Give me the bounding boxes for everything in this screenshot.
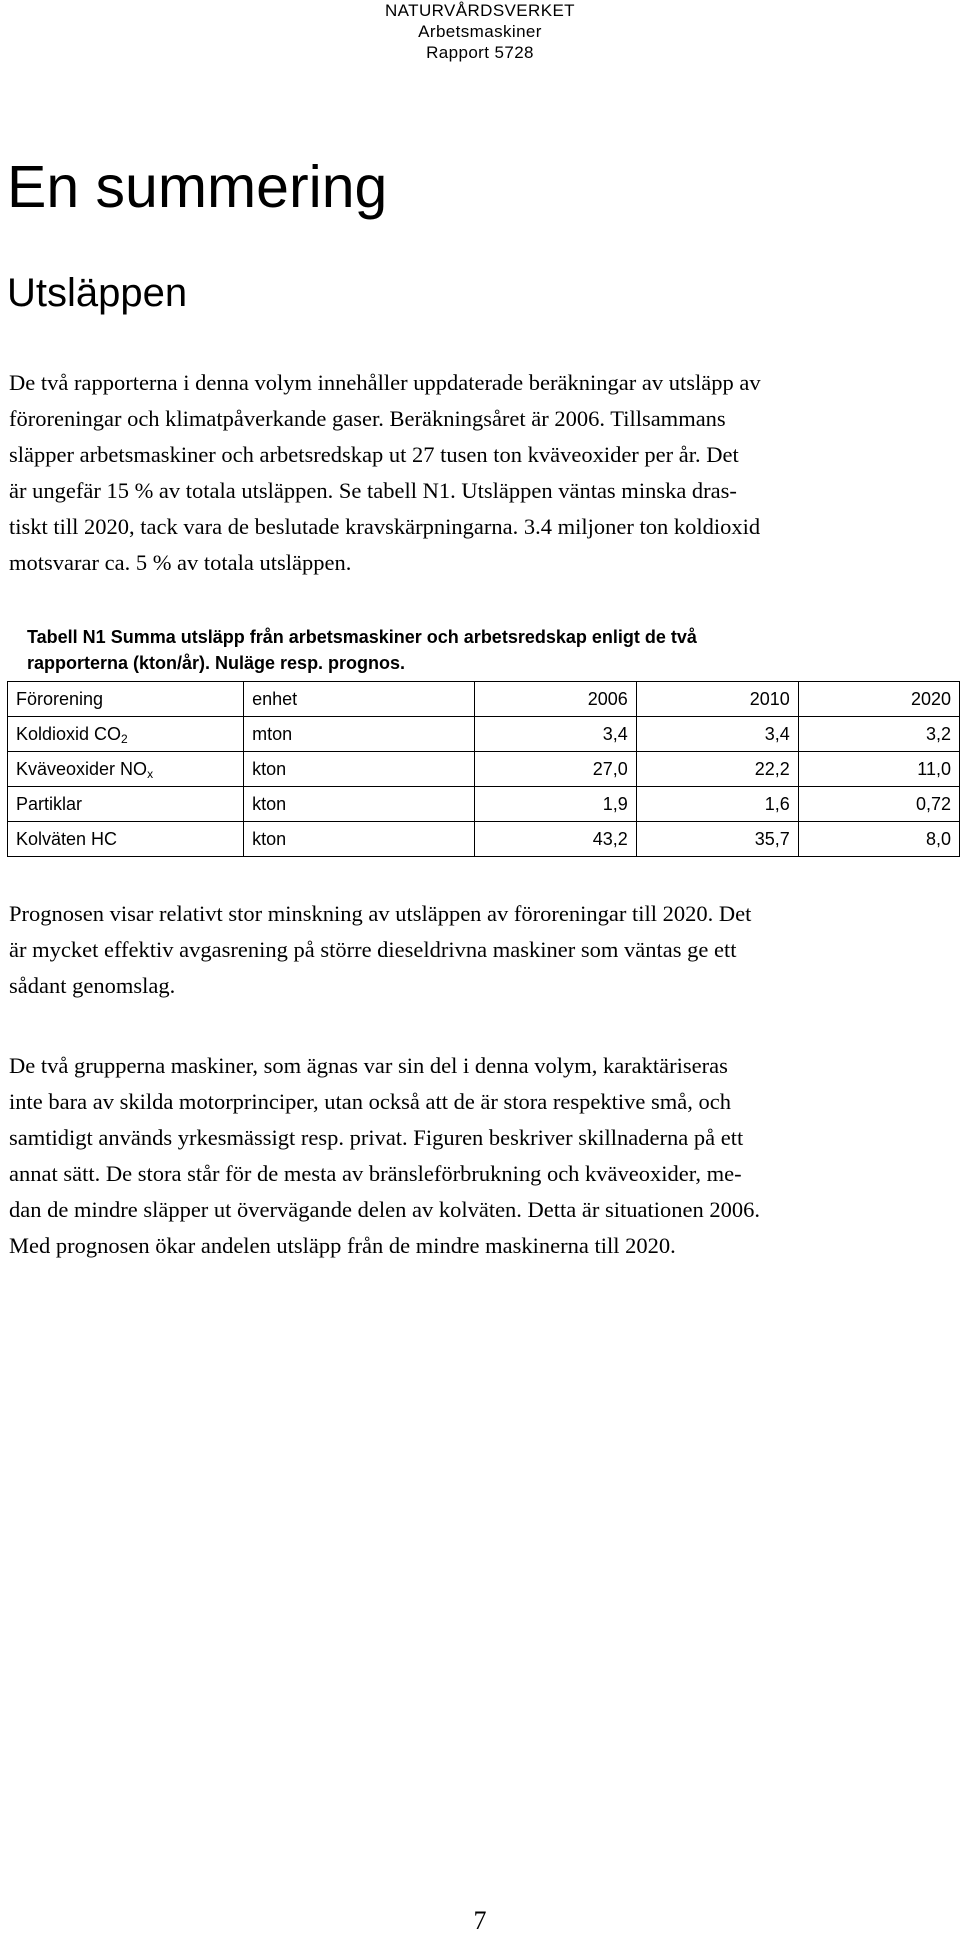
table-header-cell: 2010 <box>636 682 798 717</box>
header-subject: Arbetsmaskiner <box>418 22 542 41</box>
emissions-table <box>7 681 960 857</box>
unit-cell: kton <box>244 752 475 787</box>
table-header-row <box>8 682 960 717</box>
paragraph-line: De två rapporterna i denna volym innehåller uppdaterade beräkningar av utsläpp av <box>9 370 761 395</box>
pollutant-subscript: x <box>147 767 154 781</box>
table-header-cell: 2006 <box>474 682 636 717</box>
pollutant-cell: Kolväten HC <box>8 822 244 857</box>
value-cell-2010: 35,7 <box>636 822 798 857</box>
header-org: NATURVÅRDSVERKET <box>385 1 575 20</box>
table-row <box>8 787 960 822</box>
pollutant-name: Koldioxid CO <box>16 724 122 744</box>
value-cell-2006: 27,0 <box>474 752 636 787</box>
unit-cell: mton <box>244 717 475 752</box>
table-row <box>8 717 960 752</box>
table-header-cell: enhet <box>244 682 475 717</box>
caption-line: Tabell N1 Summa utsläpp från arbetsmaskiner och arbetsredskap enligt de två <box>27 627 697 647</box>
paragraph-line: Med prognosen ökar andelen utsläpp från de mindre maskinerna till 2020. <box>9 1233 676 1258</box>
paragraph-line: föroreningar och klimatpåverkande gaser. Beräkningsåret är 2006. Tillsammans <box>9 406 726 431</box>
section-title: Utsläppen <box>7 271 188 315</box>
paragraph-prognosis <box>9 896 954 1004</box>
value-cell-2020: 3,2 <box>798 717 959 752</box>
value-cell-2020: 8,0 <box>798 822 959 857</box>
value-cell-2006: 1,9 <box>474 787 636 822</box>
paragraph-line: inte bara av skilda motorprinciper, utan också att de är stora respektive små, och <box>9 1089 731 1114</box>
page-title: En summering <box>7 154 388 220</box>
paragraph-line: är mycket effektiv avgasrening på större dieseldrivna maskiner som väntas ge ett <box>9 937 737 962</box>
table-caption <box>27 624 927 676</box>
paragraph-line: annat sätt. De stora står för de mesta av bränsleförbrukning och kväveoxider, me- <box>9 1161 742 1186</box>
unit-cell: kton <box>244 787 475 822</box>
pollutant-cell: Partiklar <box>8 787 244 822</box>
table-row <box>8 822 960 857</box>
paragraph-emissions <box>9 365 954 581</box>
paragraph-line: dan de mindre släpper ut övervägande delen av kolväten. Detta är situationen 2006. <box>9 1197 760 1222</box>
value-cell-2020: 0,72 <box>798 787 959 822</box>
paragraph-line: sådant genomslag. <box>9 973 176 998</box>
paragraph-line: motsvarar ca. 5 % av totala utsläppen. <box>9 550 352 575</box>
paragraph-machine-groups <box>9 1048 954 1264</box>
value-cell-2006: 3,4 <box>474 717 636 752</box>
value-cell-2010: 1,6 <box>636 787 798 822</box>
pollutant-subscript: 2 <box>121 732 128 746</box>
page-number: 7 <box>473 1906 487 1935</box>
header-report: Rapport 5728 <box>426 43 534 62</box>
value-cell-2010: 3,4 <box>636 717 798 752</box>
table-header-cell: Förorening <box>8 682 244 717</box>
paragraph-line: De två grupperna maskiner, som ägnas var sin del i denna volym, karaktäriseras <box>9 1053 728 1078</box>
paragraph-line: Prognosen visar relativt stor minskning av utsläppen av föroreningar till 2020. Det <box>9 901 752 926</box>
page-header <box>0 0 960 63</box>
value-cell-2006: 43,2 <box>474 822 636 857</box>
value-cell-2020: 11,0 <box>798 752 959 787</box>
caption-line: rapporterna (kton/år). Nuläge resp. prognos. <box>27 653 406 673</box>
table-header-cell: 2020 <box>798 682 959 717</box>
pollutant-name: Kväveoxider NO <box>16 759 148 779</box>
value-cell-2010: 22,2 <box>636 752 798 787</box>
paragraph-line: släpper arbetsmaskiner och arbetsredskap ut 27 tusen ton kväveoxider per år. Det <box>9 442 739 467</box>
table-row <box>8 752 960 787</box>
pollutant-cell <box>8 717 244 752</box>
paragraph-line: tiskt till 2020, tack vara de beslutade kravskärpningarna. 3.4 miljoner ton koldioxid <box>9 514 761 539</box>
pollutant-cell <box>8 752 244 787</box>
unit-cell: kton <box>244 822 475 857</box>
paragraph-line: samtidigt används yrkesmässigt resp. privat. Figuren beskriver skillnaderna på ett <box>9 1125 744 1150</box>
paragraph-line: är ungefär 15 % av totala utsläppen. Se tabell N1. Utsläppen väntas minska dras- <box>9 478 737 503</box>
